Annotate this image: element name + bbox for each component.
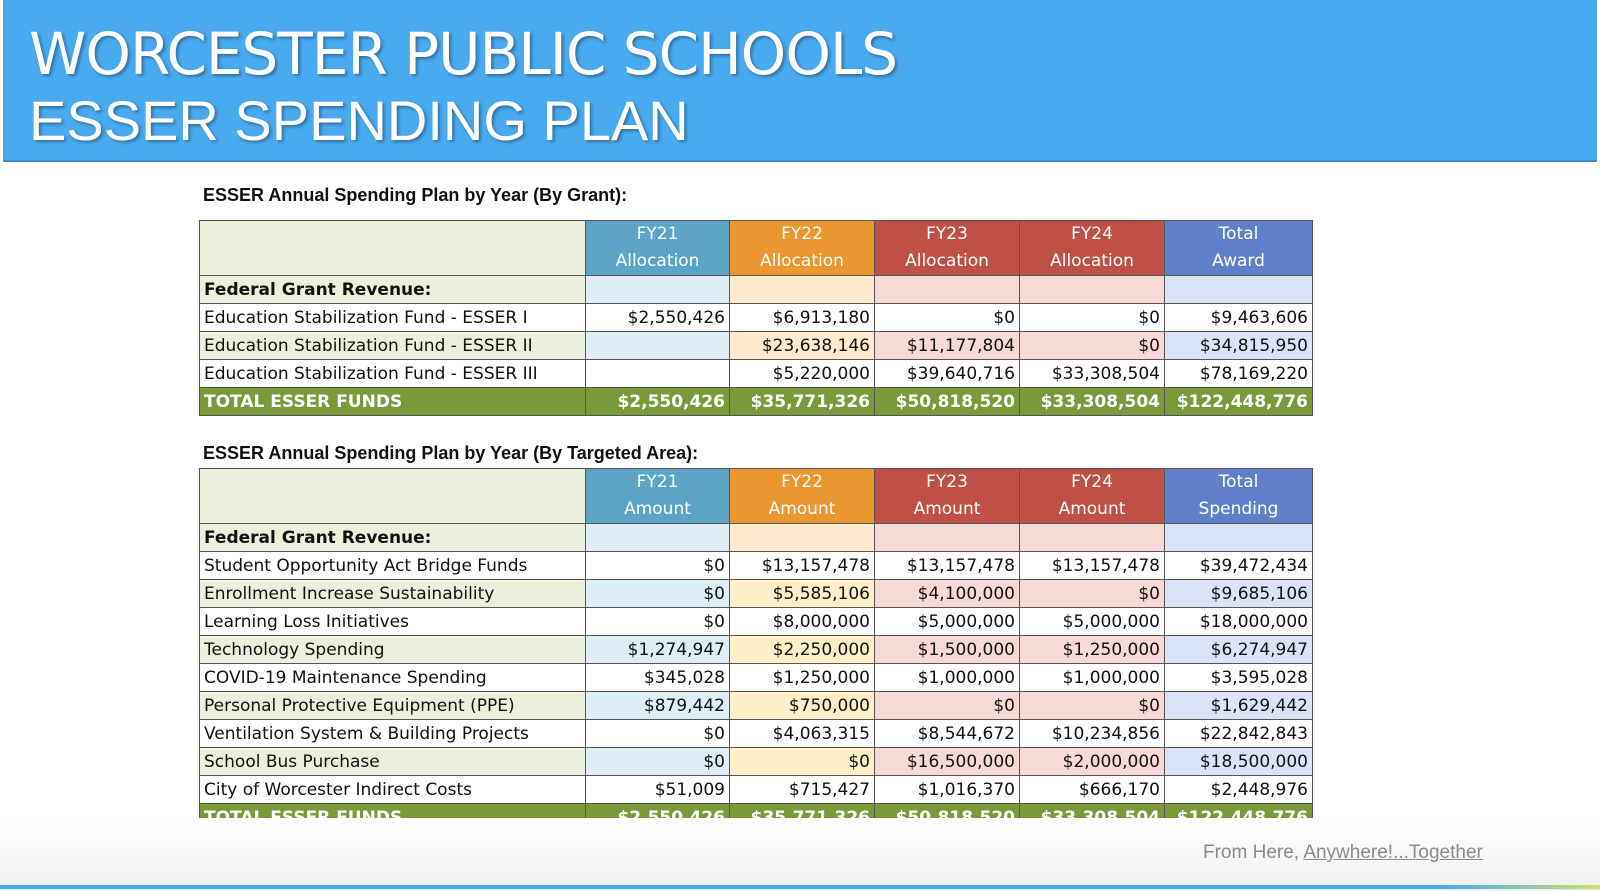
- cell-value: $11,177,804: [875, 332, 1020, 360]
- cell-value: $18,500,000: [1165, 748, 1313, 776]
- cell-value: $1,000,000: [875, 664, 1020, 692]
- cell-value: $0: [1020, 692, 1165, 720]
- cell-value: $0: [1020, 580, 1165, 608]
- cell-value: [586, 360, 730, 388]
- table-row: [200, 776, 1313, 804]
- cell-value: $13,157,478: [1020, 552, 1165, 580]
- cell-value: [586, 332, 730, 360]
- column-header-fy23: FY23 Amount: [875, 469, 1020, 524]
- cell-value: $8,544,672: [875, 720, 1020, 748]
- cell-value: $1,500,000: [875, 636, 1020, 664]
- cell-value: $345,028: [586, 664, 730, 692]
- table-row: [200, 304, 1313, 332]
- cell-value: $5,000,000: [1020, 608, 1165, 636]
- column-header-fy21: FY21 Allocation: [586, 221, 730, 276]
- table-row: [200, 608, 1313, 636]
- area-table-caption: ESSER Annual Spending Plan by Year (By Targeted Area):: [203, 443, 699, 463]
- cell-value: $2,250,000: [730, 636, 875, 664]
- cell-value: $1,274,947: [586, 636, 730, 664]
- cell-value: $0: [586, 580, 730, 608]
- cell-value: $1,016,370: [875, 776, 1020, 804]
- section-label: Federal Grant Revenue:: [200, 276, 586, 304]
- cell-value: $9,463,606: [1165, 304, 1313, 332]
- cell-value: $9,685,106: [1165, 580, 1313, 608]
- total-value: $2,550,426: [586, 388, 730, 416]
- total-row: [200, 388, 1313, 416]
- page-subtitle: ESSER SPENDING PLAN: [29, 89, 689, 152]
- cell-value: $2,000,000: [1020, 748, 1165, 776]
- column-header-fy24: FY24 Amount: [1020, 469, 1165, 524]
- header-blank-cell: [200, 221, 586, 276]
- table-header-row: [200, 469, 1313, 524]
- column-header-fy22: FY22 Allocation: [730, 221, 875, 276]
- page-title: WORCESTER PUBLIC SCHOOLS: [29, 20, 898, 88]
- row-label: COVID-19 Maintenance Spending: [200, 664, 586, 692]
- section-row: [200, 524, 1313, 552]
- table-row: [200, 332, 1313, 360]
- cell-value: $33,308,504: [1020, 360, 1165, 388]
- grant-table-caption: ESSER Annual Spending Plan by Year (By Grant):: [203, 185, 628, 205]
- grant-spending-table: [199, 220, 1313, 416]
- row-label: Student Opportunity Act Bridge Funds: [200, 552, 586, 580]
- cell-value: $0: [1020, 304, 1165, 332]
- cell-value: $2,448,976: [1165, 776, 1313, 804]
- cell-value: $2,550,426: [586, 304, 730, 332]
- cell-value: $1,000,000: [1020, 664, 1165, 692]
- table-row: [200, 360, 1313, 388]
- cell-value: $6,913,180: [730, 304, 875, 332]
- row-label: Learning Loss Initiatives: [200, 608, 586, 636]
- row-label: School Bus Purchase: [200, 748, 586, 776]
- row-label: City of Worcester Indirect Costs: [200, 776, 586, 804]
- row-label: Education Stabilization Fund - ESSER II: [200, 332, 586, 360]
- cell-value: $16,500,000: [875, 748, 1020, 776]
- cell-value: $0: [586, 720, 730, 748]
- tagline-link[interactable]: Anywhere!...Together: [1303, 842, 1483, 863]
- cell-value: $22,842,843: [1165, 720, 1313, 748]
- cell-value: $0: [586, 608, 730, 636]
- cell-value: $6,274,947: [1165, 636, 1313, 664]
- cell-value: $4,100,000: [875, 580, 1020, 608]
- tagline-text: From Here,: [1203, 842, 1304, 863]
- cell-value: $715,427: [730, 776, 875, 804]
- table-row: [200, 636, 1313, 664]
- table-header-row: [200, 221, 1313, 276]
- row-label: Education Stabilization Fund - ESSER III: [200, 360, 586, 388]
- cell-value: $1,250,000: [1020, 636, 1165, 664]
- cell-value: $39,640,716: [875, 360, 1020, 388]
- header-blank-cell: [200, 469, 586, 524]
- row-label: Personal Protective Equipment (PPE): [200, 692, 586, 720]
- cell-value: $0: [730, 748, 875, 776]
- total-label: TOTAL ESSER FUNDS: [200, 388, 586, 416]
- table-row: [200, 748, 1313, 776]
- table-row: [200, 692, 1313, 720]
- cell-value: $0: [875, 692, 1020, 720]
- cell-value: $0: [1020, 332, 1165, 360]
- row-label: Education Stabilization Fund - ESSER I: [200, 304, 586, 332]
- row-label: Technology Spending: [200, 636, 586, 664]
- cell-value: $78,169,220: [1165, 360, 1313, 388]
- cell-value: $34,815,950: [1165, 332, 1313, 360]
- area-spending-table: [199, 468, 1313, 832]
- cell-value: $18,000,000: [1165, 608, 1313, 636]
- cell-value: $5,585,106: [730, 580, 875, 608]
- column-header-total: Total Award: [1165, 221, 1313, 276]
- column-header-fy21: FY21 Amount: [586, 469, 730, 524]
- cell-value: $23,638,146: [730, 332, 875, 360]
- cell-value: $3,595,028: [1165, 664, 1313, 692]
- table-row: [200, 720, 1313, 748]
- cell-value: $5,220,000: [730, 360, 875, 388]
- total-value: $122,448,776: [1165, 388, 1313, 416]
- total-value: $35,771,326: [730, 388, 875, 416]
- cell-value: $666,170: [1020, 776, 1165, 804]
- title-banner: [3, 0, 1597, 162]
- total-value: $50,818,520: [875, 388, 1020, 416]
- cell-value: $1,250,000: [730, 664, 875, 692]
- cell-value: $39,472,434: [1165, 552, 1313, 580]
- cell-value: $750,000: [730, 692, 875, 720]
- cell-value: $8,000,000: [730, 608, 875, 636]
- column-header-fy24: FY24 Allocation: [1020, 221, 1165, 276]
- cell-value: $13,157,478: [730, 552, 875, 580]
- cell-value: $51,009: [586, 776, 730, 804]
- cell-value: $13,157,478: [875, 552, 1020, 580]
- cell-value: $0: [875, 304, 1020, 332]
- column-header-total: Total Spending: [1165, 469, 1313, 524]
- section-row: [200, 276, 1313, 304]
- cell-value: $5,000,000: [875, 608, 1020, 636]
- row-label: Enrollment Increase Sustainability: [200, 580, 586, 608]
- total-value: $33,308,504: [1020, 388, 1165, 416]
- cell-value: $879,442: [586, 692, 730, 720]
- column-header-fy23: FY23 Allocation: [875, 221, 1020, 276]
- cell-value: $10,234,856: [1020, 720, 1165, 748]
- table-row: [200, 580, 1313, 608]
- cell-value: $0: [586, 552, 730, 580]
- table-row: [200, 664, 1313, 692]
- section-label: Federal Grant Revenue:: [200, 524, 586, 552]
- table-row: [200, 552, 1313, 580]
- row-label: Ventilation System & Building Projects: [200, 720, 586, 748]
- column-header-fy22: FY22 Amount: [730, 469, 875, 524]
- cell-value: $4,063,315: [730, 720, 875, 748]
- footer-tagline: [1203, 842, 1483, 864]
- cell-value: $0: [586, 748, 730, 776]
- cell-value: $1,629,442: [1165, 692, 1313, 720]
- footer-divider: [0, 885, 1600, 889]
